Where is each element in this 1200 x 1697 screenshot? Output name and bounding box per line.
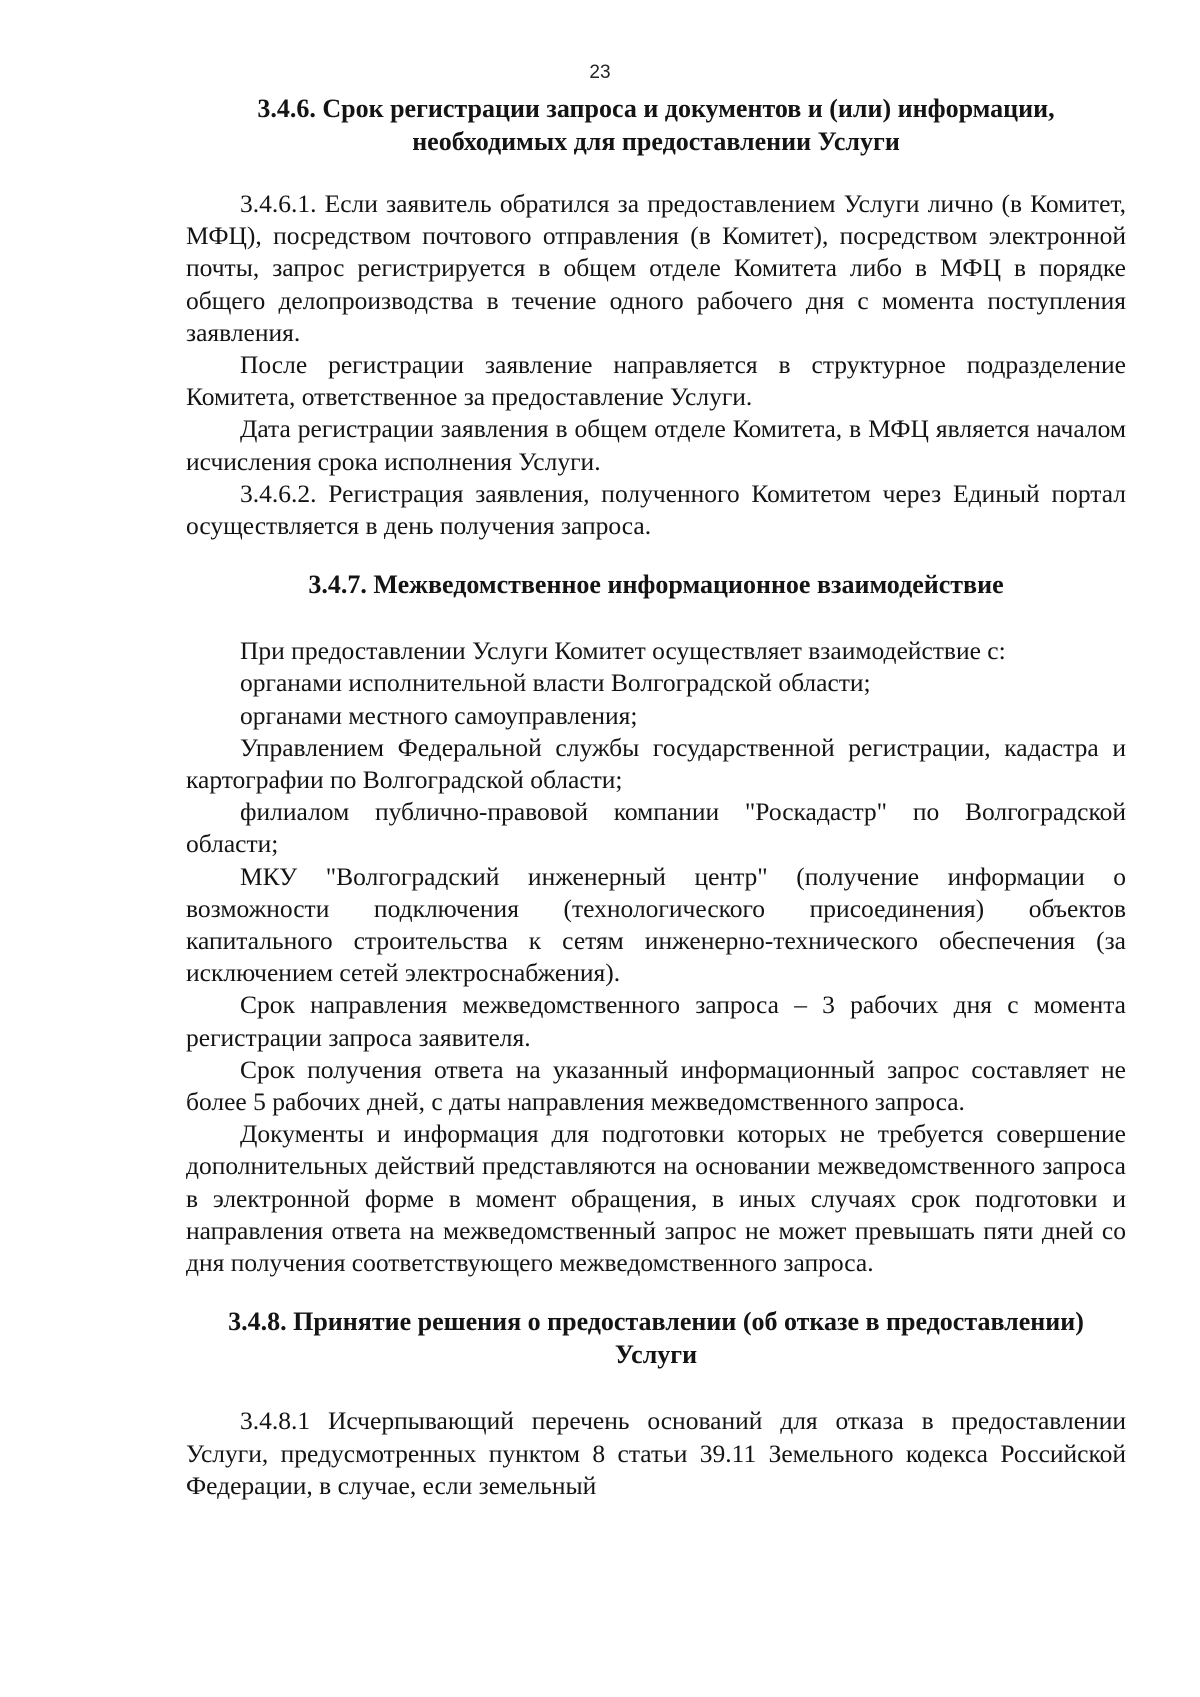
list-item-roskadastr: филиалом публично-правовой компании "Роскадастр" по Волгоградской области;	[186, 797, 1126, 859]
paragraph-request-deadline: Срок направления межведомственного запроса – 3 рабочих дня с момента регистрации запроса заявителя.	[186, 990, 1126, 1052]
paragraph-registration-routing: После регистрации заявление направляется в структурное подразделение Комитета, ответственное за предоставление Услуги.	[186, 350, 1126, 412]
section-3-4-6-heading-line1: 3.4.6. Срок регистрации запроса и документов и (или) информации,	[257, 94, 1055, 123]
list-item-local-government: органами местного самоуправления;	[240, 700, 638, 730]
paragraph-registration-date: Дата регистрации заявления в общем отделе Комитета, в МФЦ является началом исчисления срока исполнения Услуги.	[186, 414, 1126, 476]
paragraph-documents-information: Документы и информация для подготовки которых не требуется совершение дополнительных действий представляются на основании межведомственного запроса в электронной форме в момент обращения, в иных случаях срок подготовки и направления ответа на межведомственный запрос не может превышать пяти дней со дня получения соответствующего межведомственного запроса.	[186, 1119, 1126, 1278]
paragraph-3-4-6-1: 3.4.6.1. Если заявитель обратился за предоставлением Услуги лично (в Комитет, МФЦ), посредством почтового отправления (в Комитет), посредством электронной почты, запрос регистрируется в общем отделе Комитета либо в МФЦ в порядке общего делопроизводства в течение одного рабочего дня с момента поступления заявления.	[186, 189, 1126, 347]
page-number: 23	[589, 62, 611, 83]
document-body	[186, 92, 1126, 1502]
list-item-executive-authorities: органами исполнительной власти Волгоградской области;	[240, 668, 871, 698]
paragraph-3-4-8-1: 3.4.8.1 Исчерпывающий перечень оснований для отказа в предоставлении Услуги, предусмотренных пунктом 8 статьи 39.11 Земельного кодекса Российской Федерации, в случае, если земельный	[186, 1406, 1126, 1500]
paragraph-3-4-6-2: 3.4.6.2. Регистрация заявления, полученного Комитетом через Единый портал осуществляется в день получения запроса.	[186, 478, 1126, 541]
section-3-4-6-heading	[186, 92, 1126, 158]
section-3-4-8-heading-line1: 3.4.8. Принятие решения о предоставлении (об отказе в предоставлении)	[228, 1307, 1084, 1337]
section-3-4-8-heading	[186, 1305, 1126, 1371]
list-item-engineering-center: МКУ "Волгоградский инженерный центр" (получение информации о возможности подключения (технологического присоединения) объектов капитального строительства к сетям инженерно-технического обеспечения (за исключением сетей электроснабжения).	[186, 861, 1126, 988]
list-item-rosreestr: Управлением Федеральной службы государственной регистрации, кадастра и картографии по Волгоградской области;	[186, 732, 1126, 795]
paragraph-interaction-intro: При предоставлении Услуги Комитет осуществляет взаимодействие с:	[240, 636, 1006, 666]
paragraph-response-deadline: Срок получения ответа на указанный информационный запрос составляет не более 5 рабочих дней, с даты направления межведомственного запроса.	[186, 1054, 1126, 1117]
section-3-4-8-heading-line2: Услуги	[614, 1340, 698, 1370]
section-3-4-7-heading: 3.4.7. Межведомственное информационное взаимодействие	[308, 570, 1004, 600]
section-3-4-6-heading-line2: необходимых для предоставлении Услуги	[412, 127, 900, 156]
